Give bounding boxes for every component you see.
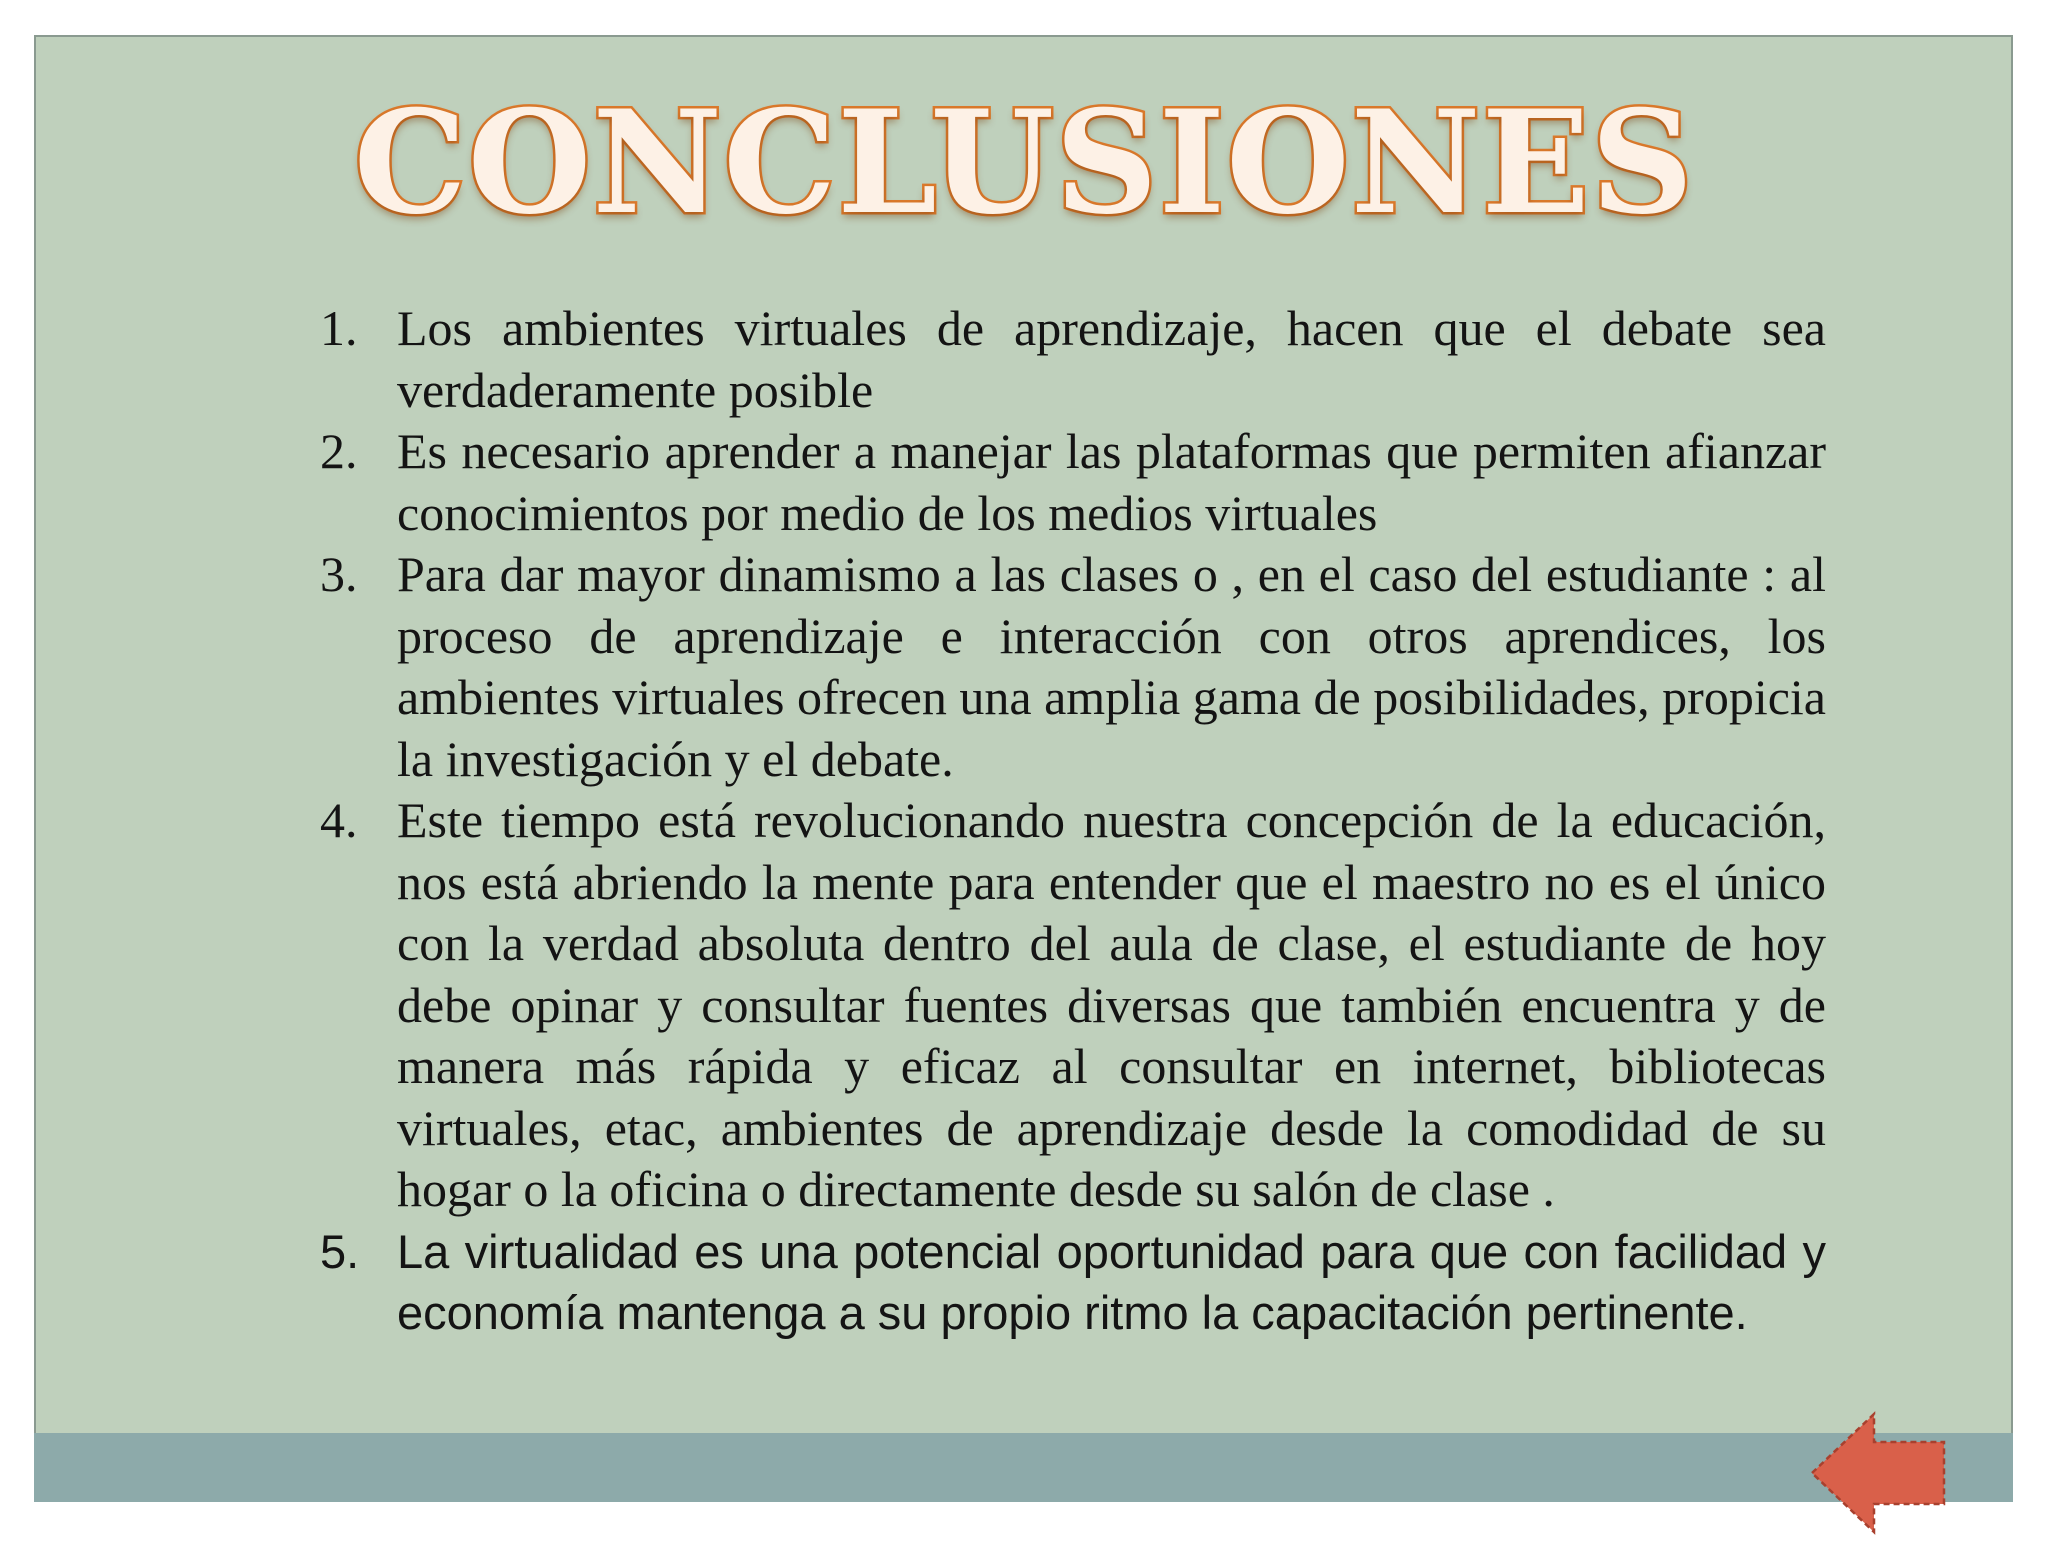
list-item (300, 1221, 1826, 1344)
conclusions-list (300, 298, 1826, 1344)
left-arrow-icon (1808, 1410, 1948, 1536)
item-text: La virtualidad es una potencial oportunidad para que con facilidad y economía mantenga a su propio ritmo la capacitación pertinente. (397, 1224, 1826, 1339)
item-text: Este tiempo está revolucionando nuestra concepción de la educación, nos está abriendo la mente para entender que el maestro no es el único con la verdad absoluta dentro del aula de clase, el estudiante de hoy debe opinar y consultar fuentes diversas que también encuentra y de manera más rápida y eficaz al consultar en internet, bibliotecas virtuales, etac, ambientes de aprendizaje desde la comodidad de su hogar o la oficina o directamente desde su salón de clase . (397, 792, 1826, 1217)
list-item (300, 421, 1826, 544)
slide-title: CONCLUSIONES (353, 80, 1695, 246)
item-number: 1. (320, 300, 358, 356)
item-text: Para dar mayor dinamismo a las clases o , en el caso del estudiante : al proceso de aprendizaje e interacción con otros aprendices, los ambientes virtuales ofrecen una amplia gama de posibilidades, propicia la investigación y el debate. (397, 546, 1826, 787)
item-number: 3. (320, 546, 358, 602)
item-text: Los ambientes virtuales de aprendizaje, hacen que el debate sea verdaderamente posible (397, 300, 1826, 418)
list-item (300, 544, 1826, 790)
footer-band (34, 1433, 2013, 1502)
item-number: 5. (320, 1224, 360, 1278)
item-number: 4. (320, 792, 358, 848)
item-number: 2. (320, 423, 358, 479)
list-item (300, 790, 1826, 1221)
list-item (300, 298, 1826, 421)
back-button[interactable] (1808, 1410, 1948, 1536)
item-text: Es necesario aprender a manejar las plataformas que permiten afianzar conocimientos por medio de los medios virtuales (397, 423, 1826, 541)
